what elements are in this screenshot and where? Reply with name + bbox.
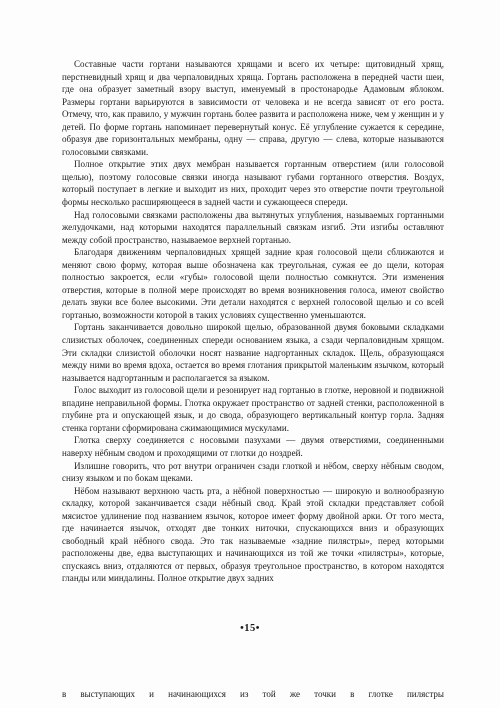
paragraph-5: Гортань заканчивается довольно широкой щелью, образованной двумя боковыми складками слизистых оболочек, соединенных спереди основанием языка, а сзади черпаловидным хрящом. Эти складки слизистой оболочки носят название надгортанных складок. Щель, образующаяся между ними во время вдоха, остается во время глотания прикрытой маленьким язычком, который называется надгортанным и располагается за языком. [62,322,444,383]
paragraph-3: Над голосовыми связками расположены два вытянутых углубления, называемых гортанными желудочками, над которыми находятся параллельный связкам изгиб. Эти изгибы оставляют между собой пространство, называемое верхней гортанью. [62,209,444,245]
paragraph-7: Глотка сверху соединяется с носовыми пазухами — двумя отверстиями, соединенными наверху нёбным сводом и проходящими от глотки до ноздрей. [62,435,444,458]
paragraph-8: Излишне говорить, что рот внутри ограничен сзади глоткой и нёбом, сверху нёбным сводом, снизу языком и по бокам щеками. [62,460,444,484]
page-number: •15• [240,623,260,634]
paragraph-9: Нёбом называют верхнюю часть рта, а нёбной поверхностью — широкую и волнообразную складку, которой заканчивается сзади нёбный свод. Край этой складки представляет собой мясистое удлинение под названием язычок, которое имеет форму двойной арки. От того места, где начинается язычок, отходят две тонких ниточки, спускающихся вниз и образующих свободный край нёбного свода. Это так называемые «задние пилястры», перед которыми расположены две, едва выступающих и начинающихся из той же точки «пилястры», которые, спускаясь вниз, отдаляются от первых, образуя треугольное пространство, в котором находятся гланды или миндалины. Полное открытие двух задних [62,485,444,584]
paragraph-4: Благодаря движениям черпаловидных хрящей задние края голосовой щели сближаются и меняют свою форму, которая выше обозначена как треугольная, сужая ее до щели, которая полностью закроется, если «губы» голосовой щели полностью сомкнутся. Эти изменения отверстия, которые в полной мере происходят во время возникновения голоса, имеют свойство делать звуки все более высокими. Эти детали находятся с верхней голосовой щелью и со всей гортанью, возможности которой в таких условиях существенно уменьшаются. [62,247,444,320]
paragraph-1: Составные части гортани называются хрящами и всего их четыре: щитовидный хрящ, перстневидный хрящ и два черпаловидных хряща. Гортань расположена в передней части шеи, где она образует заметный взору выступ, именуемый в простонародье Адамовым яблоком. Размеры гортани варьируются в зависимости от человека и не всегда зависят от его роста. Отмечу, что, как правило, у мужчин гортань более развита и расположена ниже, чем у женщин и у детей. По форме гортань напоминает перевернутый конус. Её углубление сужается к середине, образуя две горизонтальных мембраны, одну — справа, другую — слева, которые называются голосовыми связками. [62,59,444,157]
paragraph-6: Голос выходит из голосовой щели и резонирует над гортанью в глотке, неровной и подвижной впадине неправильной формы. Глотка окружает пространство от задней стенки, расположенной в глубине рта и опускающей язык, и до свода, образующего вертикальный контур горла. Задняя стенка гортани сформирована сжимающимися мускулами. [62,385,444,433]
paragraph-2: Полное открытие этих двух мембран называется гортанным отверстием (или голосовой щелью), поэтому голосовые связки иногда называют губами гортанного отверстия. Воздух, который поступает в легкие и выходит из них, проходит через это отверстие почти треугольной формы несколько расширяющееся в задней части и сужающееся спереди. [62,159,444,208]
body-text [62,58,444,585]
next-page-cutoff-text: в выступающих и начинающихся из той же точки в глотке пилястры [62,689,444,699]
